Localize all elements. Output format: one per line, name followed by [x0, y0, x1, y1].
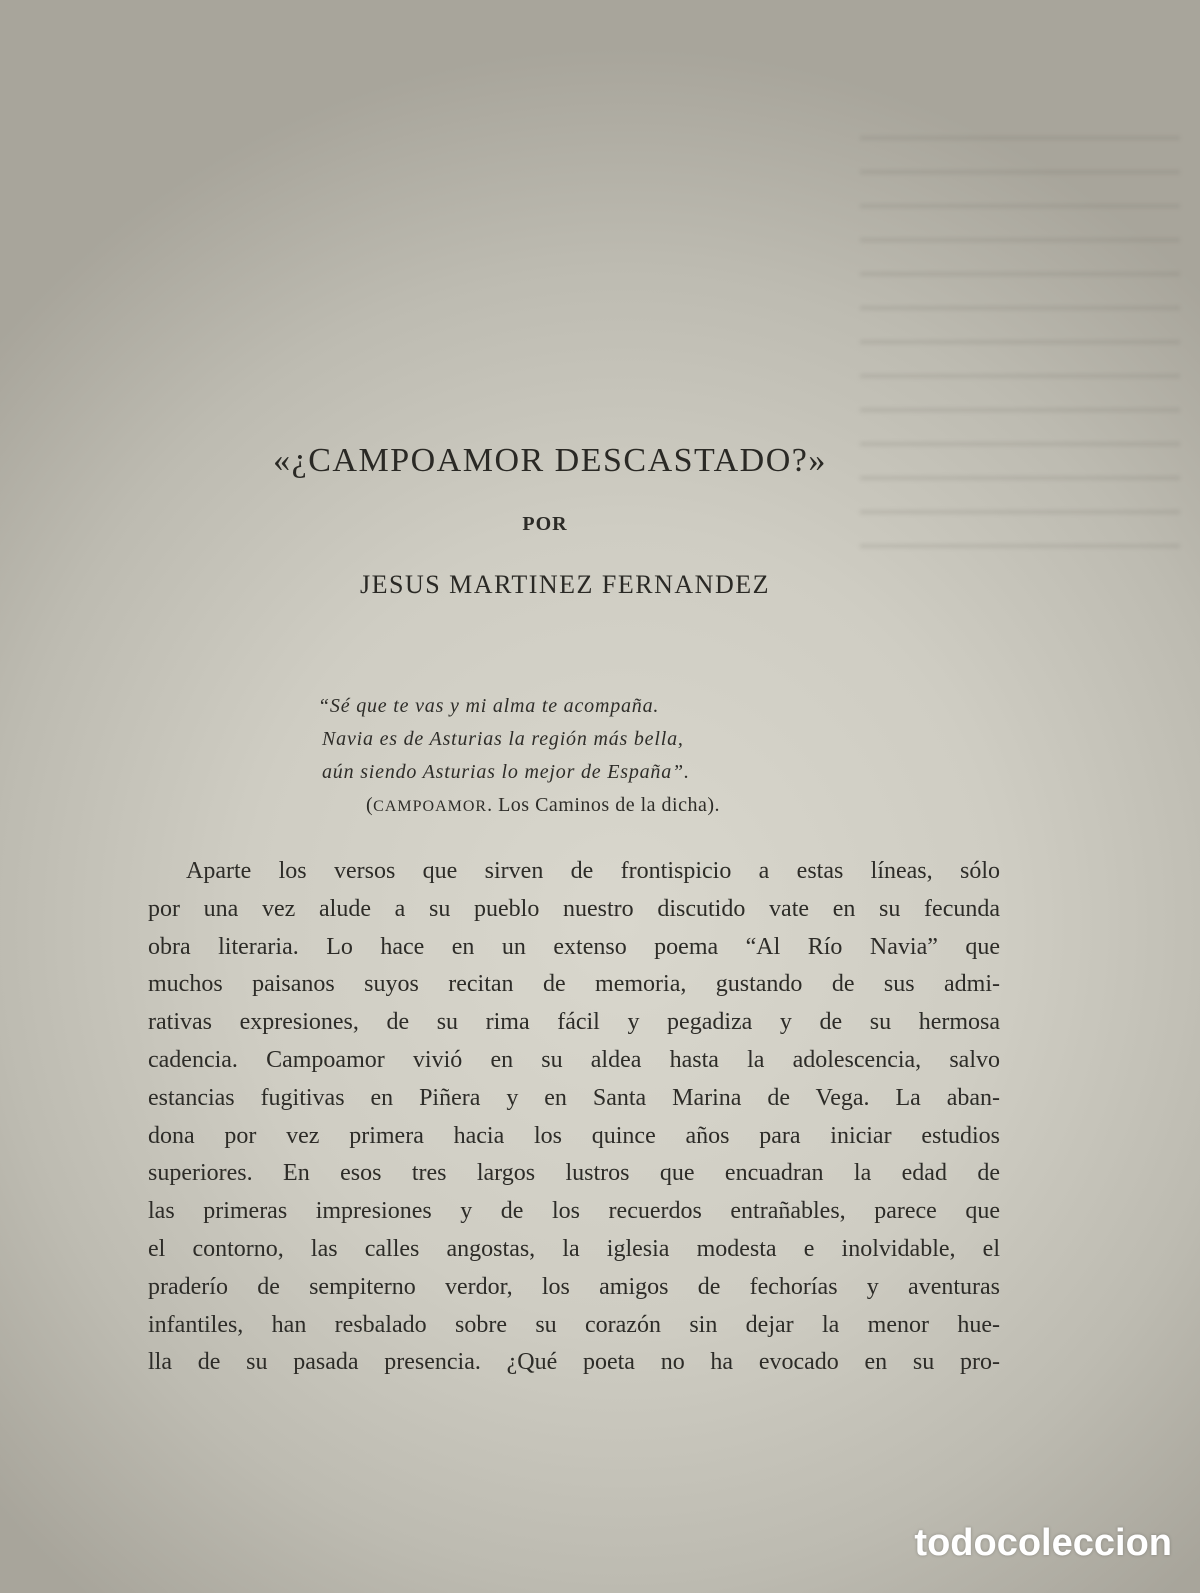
- body-line: las primeras impresiones y de los recuerdos entrañables, parece que: [148, 1198, 1000, 1225]
- epigraph: [318, 690, 878, 823]
- body-line: praderío de sempiterno verdor, los amigos de fechorías y aventuras: [148, 1273, 1000, 1300]
- body-line: Aparte los versos que sirven de frontispicio a estas líneas, sólo: [186, 858, 1000, 884]
- body-line: estancias fugitivas en Piñera y en Santa Marina de Vega. La aban-: [148, 1084, 1000, 1111]
- body-line: rativas expresiones, de su rima fácil y pegadiza y de su hermosa: [148, 1009, 1000, 1036]
- watermark-logo: todocoleccion: [914, 1522, 1172, 1564]
- article-title: «¿CAMPOAMOR DESCASTADO?»: [273, 442, 827, 479]
- body-line: superiores. En esos tres largos lustros que encuadran la edad de: [148, 1160, 1000, 1187]
- epigraph-attribution: [318, 789, 878, 823]
- body-line: por una vez alude a su pueblo nuestro discutido vate en su fecunda: [148, 895, 1000, 922]
- body-line: infantiles, han resbalado sobre su corazón sin dejar la menor hue-: [148, 1311, 1000, 1338]
- attribution-author: CAMPOAMOR: [373, 798, 488, 815]
- bleed-through-shadow: [860, 110, 1180, 560]
- attribution-open: (: [366, 794, 374, 816]
- body-line: cadencia. Campoamor vivió en su aldea hasta la adolescencia, salvo: [148, 1046, 1000, 1073]
- byline-por: POR: [522, 513, 568, 535]
- body-line: el contorno, las calles angostas, la iglesia modesta e inolvidable, el: [148, 1235, 1000, 1262]
- body-line: lla de su pasada presencia. ¿Qué poeta no ha evocado en su pro-: [148, 1349, 1000, 1376]
- body-line: obra literaria. Lo hace en un extenso poema “Al Río Navia” que: [148, 933, 1000, 960]
- body-line: dona por vez primera hacia los quince años para iniciar estudios: [148, 1122, 1000, 1149]
- epigraph-line: aún siendo Asturias lo mejor de España”.: [322, 761, 690, 783]
- epigraph-line: Navia es de Asturias la región más bella,: [322, 728, 684, 750]
- attribution-source: . Los Caminos de la dicha).: [487, 794, 720, 816]
- author-name: JESUS MARTINEZ FERNANDEZ: [359, 570, 770, 599]
- body-paragraph: [148, 853, 1000, 1382]
- body-line: muchos paisanos suyos recitan de memoria, gustando de sus admi-: [148, 971, 1000, 998]
- epigraph-line: “Sé que te vas y mi alma te acompaña.: [318, 695, 660, 717]
